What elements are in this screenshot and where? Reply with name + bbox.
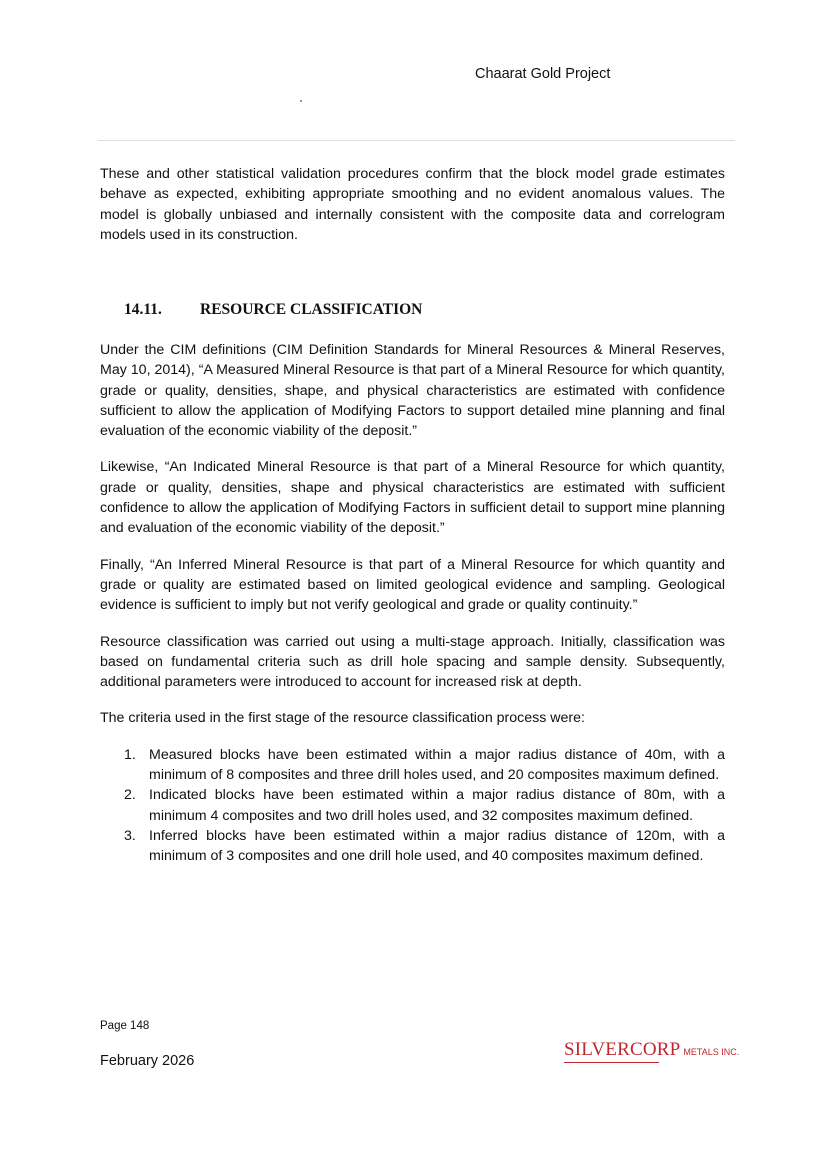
logo-underline [564, 1062, 659, 1063]
section-heading [124, 300, 422, 320]
paragraph-criteria-intro: The criteria used in the first stage of the resource classification process were: [100, 710, 585, 727]
logo-wordmark: SILVERCORP [564, 1039, 681, 1060]
list-item [100, 745, 725, 786]
section-number: 14.11. [124, 301, 162, 318]
paragraph-inferred-definition: Finally, “An Inferred Mineral Resource is that part of a Mineral Resource for which quantity and grade or quality are estimated based on limited geological evidence and sampling. Geological evidence is sufficient to imply but not verify geological and grade or quality continuity.” [100, 556, 725, 614]
header-divider [98, 140, 735, 141]
header-project-title: Chaarat Gold Project [475, 66, 611, 82]
footer-page-number: Page 148 [100, 1020, 150, 1032]
list-item-text: Inferred blocks have been estimated within a major radius distance of 120m, with a minimum of 3 composites and one drill hole used, and 40 composites maximum defined. [149, 827, 725, 865]
paragraph-classification-approach: Resource classification was carried out using a multi-stage approach. Initially, classification was based on fundamental criteria such as drill hole spacing and sample density. Subsequently, additional parameters were introduced to account for increased risk at depth. [100, 633, 725, 691]
list-item-text: Measured blocks have been estimated within a major radius distance of 40m, with a minimum of 8 composites and three drill holes used, and 20 composites maximum defined. [149, 746, 725, 784]
footer-date: February 2026 [100, 1053, 195, 1069]
intro-paragraph: These and other statistical validation procedures confirm that the block model grade estimates behave as expected, exhibiting appropriate smoothing and no evident anomalous values. The model is globally unbiased and internally consistent with the composite data and correlogram models used in its construction. [100, 166, 725, 243]
header-mark [300, 100, 302, 102]
paragraph-indicated-definition: Likewise, “An Indicated Mineral Resource is that part of a Mineral Resource for which quantity, grade or quality, densities, shape and physical characteristics are estimated with sufficient confidence to allow the application of Modifying Factors in sufficient detail to support mine planning and evaluation of the economic viability of the deposit.” [100, 459, 725, 537]
criteria-list [100, 745, 725, 867]
list-item [100, 785, 725, 826]
section-title: RESOURCE CLASSIFICATION [200, 301, 423, 318]
section-body [100, 340, 725, 867]
logo-subtitle: METALS INC. [683, 1047, 740, 1057]
paragraph-measured-definition: Under the CIM definitions (CIM Definition Standards for Mineral Resources & Mineral Reserves, May 10, 2014), “A Measured Mineral Resource is that part of a Mineral Resource for which quantity, grade or quality, densities, shape, and physical characteristics are estimated with confidence sufficient to allow the application of Modifying Factors to support detailed mine planning and final evaluation of the economic viability of the deposit.” [100, 342, 725, 440]
list-item-marker: 2. [124, 787, 136, 804]
silvercorp-logo [564, 1039, 739, 1061]
list-item-marker: 1. [124, 746, 136, 763]
list-item-marker: 3. [124, 827, 136, 844]
body-content [100, 164, 725, 865]
list-item [100, 826, 725, 867]
list-item-text: Indicated blocks have been estimated within a major radius distance of 80m, with a minimum 4 composites and two drill holes used, and 32 composites maximum defined. [149, 787, 725, 824]
